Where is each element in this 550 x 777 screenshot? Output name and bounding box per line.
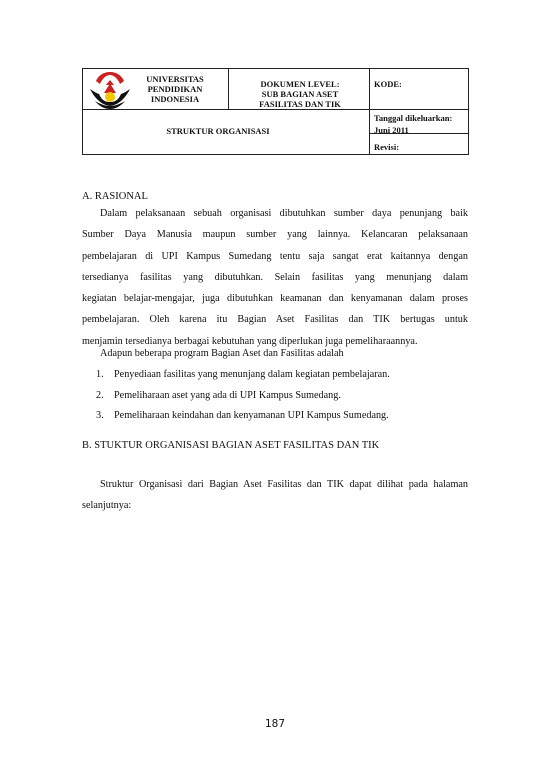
divider (369, 69, 370, 154)
section-b-heading: B. STUKTUR ORGANISASI BAGIAN ASET FASILITAS DAN TIK (82, 440, 380, 451)
document-level (235, 79, 365, 109)
issue-date-value: Juni 2011 (374, 125, 409, 135)
revision-label: Revisi: (374, 142, 400, 152)
section-a-heading: A. RASIONAL (82, 191, 148, 202)
paragraph-line: kegiatan belajar-mengajar, juga dibutuhkan keamanan dan kenyamanan dalam proses (82, 293, 468, 305)
list-item-number: 2. (96, 389, 104, 401)
university-name (135, 74, 215, 104)
issue-date (374, 112, 452, 136)
divider (228, 69, 229, 109)
paragraph-line: Struktur Organisasi dari Bagian Aset Fasilitas dan TIK dapat dilihat pada halaman (100, 479, 468, 490)
section-a-paragraph (82, 203, 468, 352)
upi-logo-icon (87, 71, 133, 111)
list-item (82, 365, 390, 386)
list-item (82, 406, 390, 427)
list-item-text: Penyediaan fasilitas yang menunjang dalam kegiatan pembelajaran. (114, 368, 390, 380)
kode-label: KODE: (374, 79, 402, 89)
paragraph-line: Dalam pelaksanaan sebuah organisasi dibutuhkan sumber daya penunjang baik (100, 208, 468, 219)
list-item-text: Pemeliharaan aset yang ada di UPI Kampus Sumedang. (114, 389, 341, 401)
list-item (82, 386, 390, 407)
issue-date-label: Tanggal dikeluarkan: (374, 113, 453, 123)
document-header-table (82, 68, 469, 155)
divider (83, 109, 468, 110)
document-title: STRUKTUR ORGANISASI (166, 126, 270, 136)
university-name-line: UNIVERSITAS (146, 74, 204, 84)
program-list (82, 344, 390, 427)
list-item-number: 3. (96, 410, 104, 422)
university-name-line: INDONESIA (150, 94, 200, 104)
list-intro: Adapun beberapa program Bagian Aset dan Fasilitas adalah (100, 348, 344, 359)
section-b-paragraph (82, 474, 468, 517)
document-level-value: SUB BAGIAN ASET (261, 89, 339, 99)
page-number: 187 (264, 718, 286, 730)
paragraph-line: selanjutnya: (82, 500, 132, 512)
list-item-text: Pemeliharaan keindahan dan kenyamanan UPI Kampus Sumedang. (114, 410, 389, 422)
paragraph-line: tersedianya fasilitas yang dibutuhkan. Selain fasilitas yang menunjang dalam (82, 271, 468, 283)
paragraph-line: menjamin tersedianya berbagai kebutuhan yang diperlukan juga pemeliharaannya. (82, 335, 418, 347)
paragraph-line: Sumber Daya Manusia maupun sumber yang lainnya. Kelancaran pelaksanaan (82, 229, 468, 241)
document-level-label: DOKUMEN LEVEL: (260, 79, 340, 89)
paragraph-line: pembelajaran. Oleh karena itu Bagian Aset Fasilitas dan TIK bertugas untuk (82, 314, 468, 326)
list-item-number: 1. (96, 368, 104, 380)
paragraph-line: pembelajaran di UPI Kampus Sumedang tentu saja sangat erat kaitannya dengan (82, 250, 468, 262)
university-name-line: PENDIDIKAN (147, 84, 203, 94)
document-level-value: FASILITAS DAN TIK (259, 99, 341, 109)
